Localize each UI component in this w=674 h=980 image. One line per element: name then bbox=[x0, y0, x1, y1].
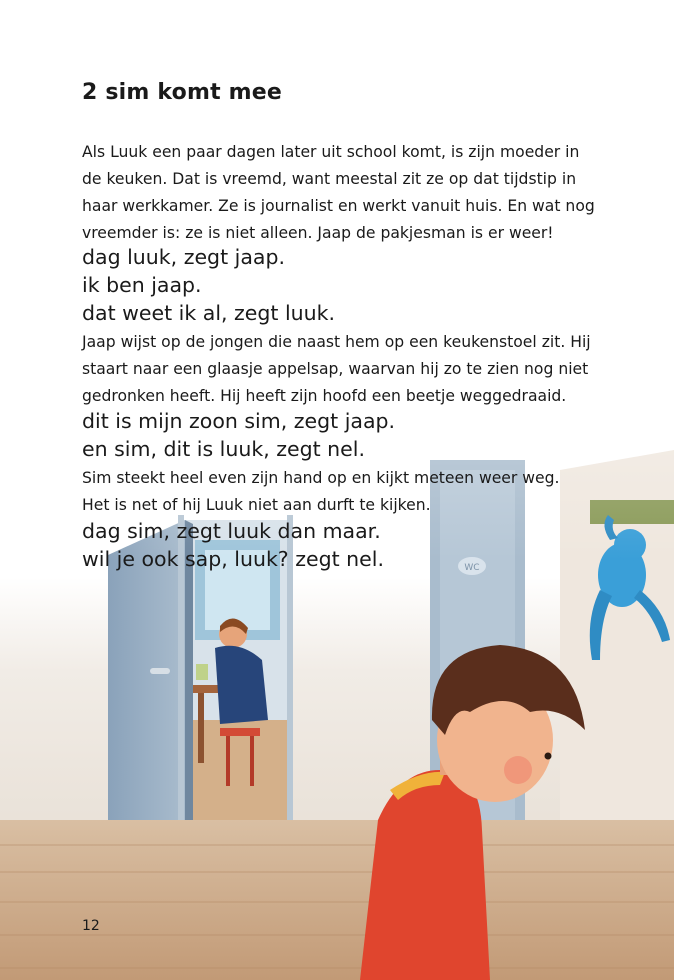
juice-glass bbox=[196, 664, 208, 680]
dialogue-line: dit is mijn zoon sim, zegt jaap. bbox=[82, 409, 396, 433]
stool bbox=[220, 728, 260, 736]
door-handle bbox=[150, 668, 170, 674]
chapter-title: 2 sim komt mee bbox=[82, 80, 283, 105]
paragraph-line: gedronken heeft. Hij heeft zijn hoofd een beetje weggedraaid. bbox=[82, 387, 567, 405]
dialogue-line: dag luuk, zegt jaap. bbox=[82, 245, 285, 269]
paragraph-line: staart naar een glaasje appelsap, waarvan hij zo te zien nog niet bbox=[82, 360, 589, 378]
page-number: 12 bbox=[82, 918, 100, 934]
dialogue-line: ik ben jaap. bbox=[82, 273, 202, 297]
paragraph-line: vreemder is: ze is niet alleen. Jaap de pakjesman is er weer! bbox=[82, 224, 554, 242]
floor bbox=[0, 820, 674, 980]
paragraph-line: de keuken. Dat is vreemd, want meestal zit ze op dat tijdstip in bbox=[82, 170, 577, 188]
dialogue-line: dat weet ik al, zegt luuk. bbox=[82, 301, 336, 325]
paragraph-line: Jaap wijst op de jongen die naast hem op een keukenstoel zit. Hij bbox=[82, 333, 591, 351]
dialogue-line: en sim, dit is luuk, zegt nel. bbox=[82, 437, 365, 461]
paragraph-line: Sim steekt heel even zijn hand op en kijkt meteen weer weg. bbox=[82, 469, 560, 487]
paragraph-line: Het is net of hij Luuk niet aan durft te kijken. bbox=[82, 496, 431, 514]
svg-text:WC: WC bbox=[464, 563, 480, 573]
dialogue-line: wil je ook sap, luuk? zegt nel. bbox=[82, 547, 384, 571]
paragraph-line: haar werkkamer. Ze is journalist en werkt vanuit huis. En wat nog bbox=[82, 197, 595, 215]
dialogue-line: dag sim, zegt luuk dan maar. bbox=[82, 519, 381, 543]
paragraph-line: Als Luuk een paar dagen later uit school komt, is zijn moeder in bbox=[82, 143, 580, 161]
